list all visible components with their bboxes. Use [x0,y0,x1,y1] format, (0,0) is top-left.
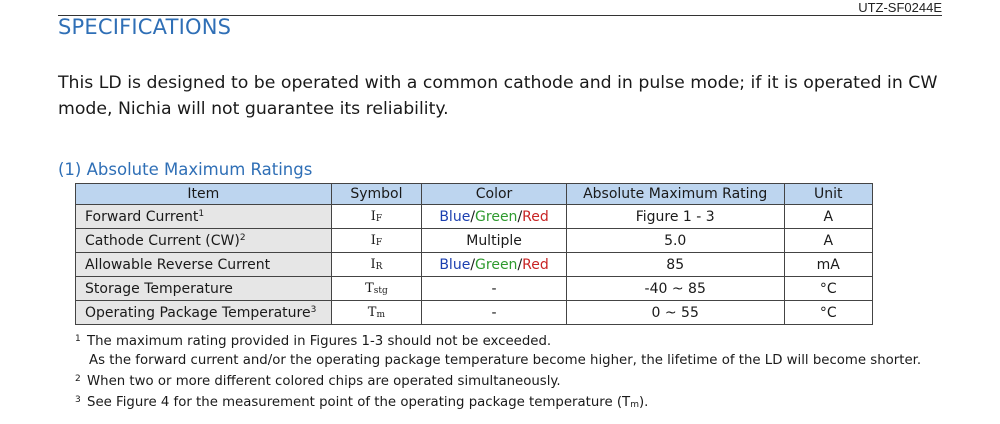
footnote-3 [75,391,955,415]
footnote-2-mark: 2 [75,374,81,384]
cell-unit: mA [784,253,872,277]
footnote-1-text: The maximum rating provided in Figures 1-3 should not be exceeded. [87,334,552,349]
header-rating: Absolute Maximum Rating [566,184,784,205]
cell-unit: °C [784,301,872,325]
cell-item [76,301,332,325]
footnote-2 [75,370,955,391]
header-unit: Unit [784,184,872,205]
header-color: Color [422,184,567,205]
color-red: Red [522,208,549,225]
cell-symbol [331,277,422,301]
color-separator: / [517,256,523,273]
footnote-1 [75,330,955,351]
table-row [76,205,873,229]
item-label: Cathode Current (CW) [85,232,240,249]
footnote-reference: 3 [310,304,317,315]
item-label: Forward Current [85,208,199,225]
cell-color [422,205,567,229]
table-body [76,205,873,325]
cell-item [76,205,332,229]
cell-unit: °C [784,277,872,301]
item-label: Allowable Reverse Current [85,256,271,273]
cell-unit: A [784,205,872,229]
header-symbol: Symbol [331,184,422,205]
color-green: Green [475,208,518,225]
item-label: Storage Temperature [85,280,233,297]
cell-item [76,277,332,301]
color-separator: / [470,208,476,225]
document-id: UTZ-SF0244E [858,0,942,15]
cell-color: - [422,301,567,325]
absolute-maximum-ratings-table [75,183,873,325]
cell-rating: -40 ~ 85 [566,277,784,301]
footnote-3-text-b: ). [638,395,649,410]
symbol-letter: T [365,281,374,296]
cell-symbol [331,205,422,229]
cell-rating: Figure 1 - 3 [566,205,784,229]
symbol-letter: T [367,305,377,320]
color-blue: Blue [439,256,471,273]
symbol-letter: I [370,233,376,248]
footnote-3-subscript: m [630,400,639,410]
cell-item [76,229,332,253]
cell-symbol [331,229,422,253]
color-separator: / [470,256,476,273]
footnote-3-text-a: See Figure 4 for the measurement point of the operating package temperature (T [87,395,631,410]
symbol-letter: I [370,209,376,224]
color-separator: / [517,208,523,225]
cell-symbol [331,301,422,325]
table-row [76,277,873,301]
symbol-subscript: F [375,214,383,224]
subsection-title: (1) Absolute Maximum Ratings [58,160,313,179]
table-header-row [76,184,873,205]
header-item: Item [76,184,332,205]
cell-rating: 0 ~ 55 [566,301,784,325]
color-blue: Blue [439,208,471,225]
cell-color [422,253,567,277]
cell-unit: A [784,229,872,253]
footnote-reference: 2 [239,232,246,243]
cell-color: Multiple [422,229,567,253]
footnote-1-continuation: As the forward current and/or the operating package temperature become higher, the lifetime of the LD will become shorter. [89,353,922,368]
table-row [76,301,873,325]
cell-item [76,253,332,277]
symbol-subscript: R [375,262,383,272]
cell-rating: 85 [566,253,784,277]
footnote-2-text: When two or more different colored chips are operated simultaneously. [87,374,561,389]
cell-color: - [422,277,567,301]
intro-paragraph: This LD is designed to be operated with a common cathode and in pulse mode; if it is operated in CW mode, Nichia will not guarantee its reliability. [58,73,938,119]
footnotes [75,330,955,415]
footnote-reference: 1 [198,208,205,219]
symbol-letter: I [370,257,376,272]
symbol-subscript: F [375,238,383,248]
cell-symbol [331,253,422,277]
table-row [76,253,873,277]
footnote-3-mark: 3 [75,395,81,405]
table-row [76,229,873,253]
cell-rating: 5.0 [566,229,784,253]
symbol-subscript: m [376,310,385,320]
symbol-subscript: stg [373,286,388,296]
color-red: Red [522,256,549,273]
color-green: Green [475,256,518,273]
section-title: SPECIFICATIONS [58,15,232,39]
item-label: Operating Package Temperature [85,304,311,321]
footnote-1-mark: 1 [75,334,81,344]
